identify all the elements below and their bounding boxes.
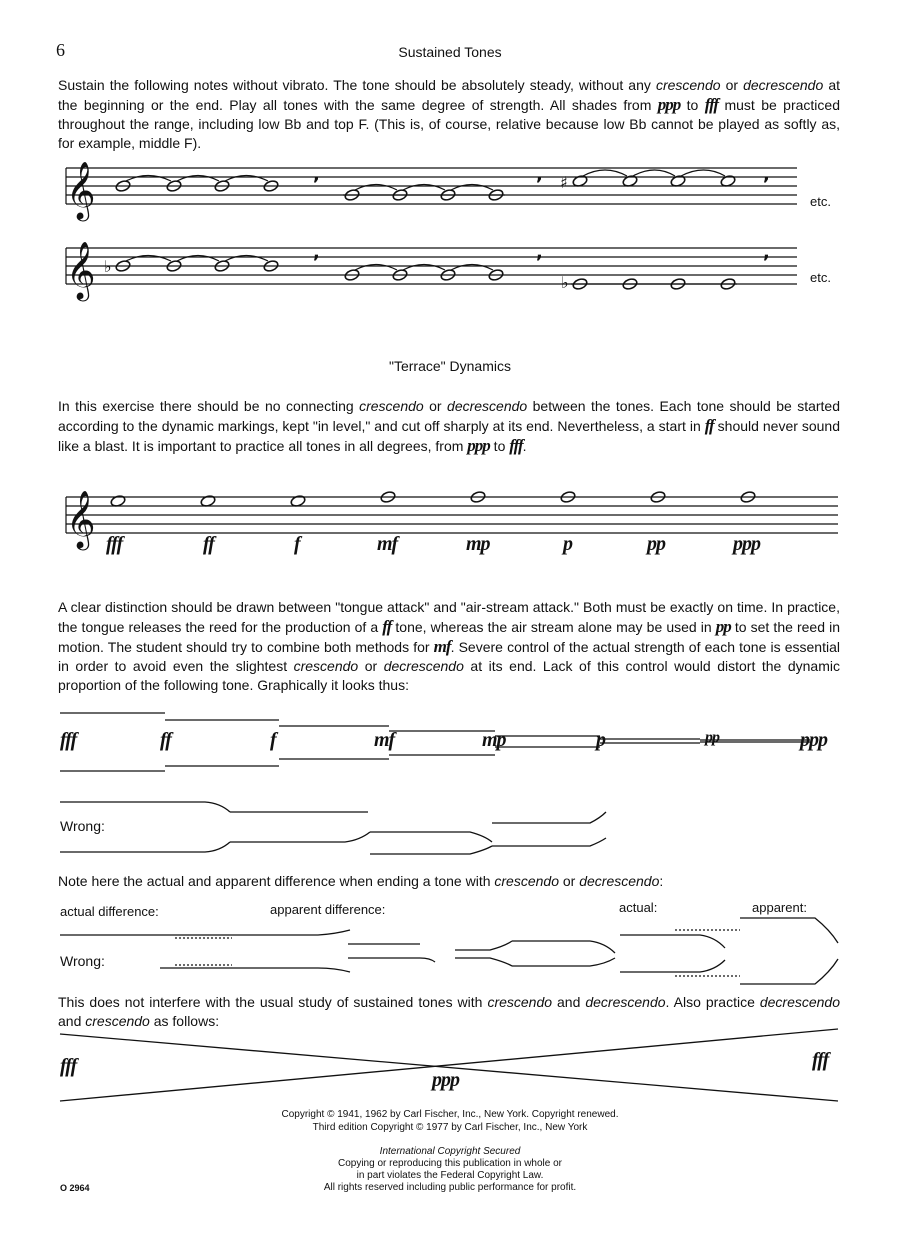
breath-mark-icon: , <box>313 242 320 263</box>
graph-dynamic: p <box>596 729 605 751</box>
wrong-label-2: Wrong: <box>60 953 105 969</box>
wrong-label: Wrong: <box>60 818 105 834</box>
cross-center-dynamic: ppp <box>432 1069 459 1091</box>
catalog-code: O 2964 <box>60 1183 90 1193</box>
actual-difference-label: actual difference: <box>60 904 159 919</box>
paragraph-actual-apparent: Note here the actual and apparent difference when ending a tone with crescendo or decrescendo: <box>58 873 664 889</box>
paragraph-sustained-tones: Sustain the following notes without vibrato. The tone should be absolutely steady, without any crescendo or decrescendo at the beginning or the end. Play all tones with the same degree of strength. All shades from ppp to fff must be practiced throughout the range, including low Bb and top F. (This is, of course, relative because low Bb cannot be played as softly as, for example, middle F). <box>58 77 840 151</box>
flat-icon: ♭ <box>104 257 112 276</box>
copyright-line-6: All rights reserved including public performance for profit. <box>323 1182 577 1193</box>
graph-dynamic: pp <box>705 729 719 746</box>
graph-dynamic: f <box>270 729 276 751</box>
dynamic-marking: fff <box>106 533 123 555</box>
section-title-sustained-tones: Sustained Tones <box>398 44 502 60</box>
staff-2-notes <box>115 256 737 291</box>
dynamic-marking: f <box>294 533 300 555</box>
breath-mark-icon: , <box>763 164 770 185</box>
copyright-line-2: Third edition Copyright © 1977 by Carl Fischer, Inc., New York <box>312 1122 588 1133</box>
breath-mark-icon: , <box>536 242 543 263</box>
cross-right-dynamic: fff <box>812 1049 829 1071</box>
paragraph-terrace-dynamics: In this exercise there should be no connecting crescendo or decrescendo between the tones. Each tone should be started according to the dynamic markings, kept "in level," and cut off sharply at its end. Nevertheless, a start in ff should never sound like a blast. It is important to practice all tones in all degrees, from ppp to fff. <box>58 398 840 455</box>
section-title-terrace-dynamics: "Terrace" Dynamics <box>389 358 511 374</box>
graph-dynamic: mf <box>374 729 395 751</box>
apparent-difference-label: apparent difference: <box>270 902 386 917</box>
cross-left-dynamic: fff <box>60 1055 77 1077</box>
dynamic-marking: p <box>563 533 572 555</box>
etc-label-1: etc. <box>810 194 831 209</box>
staff-3 <box>66 497 838 533</box>
paragraph-attack: A clear distinction should be drawn between "tongue attack" and "air-stream attack." Both must be exactly on time. In practice, the tongue releases the reed for the production of a ff tone, whereas the air stream alone may be used in pp to set the reed in motion. The student should try to combine both methods for mf. Severe control of the actual strength of each tone is essential in order to avoid even the slightest crescendo or decrescendo at its end. Lack of this control would distort the dynamic proportion of the following tone. Graphically it looks thus: <box>58 599 840 693</box>
copyright-line-3: International Copyright Secured <box>379 1146 521 1157</box>
treble-clef-icon: 𝄞 <box>66 490 96 548</box>
graph-dynamic: ppp <box>800 729 827 751</box>
page-number: 6 <box>56 40 65 60</box>
dynamic-marking: ff <box>203 533 214 555</box>
graph-dynamic: ff <box>160 729 171 751</box>
dynamic-marking: mf <box>377 533 398 555</box>
etc-label-2: etc. <box>810 270 831 285</box>
dynamic-marking: pp <box>647 533 665 555</box>
staff-2 <box>66 248 797 284</box>
breath-mark-icon: , <box>536 164 543 185</box>
paragraph-cresc-decresc: This does not interfere with the usual study of sustained tones with crescendo and decrescendo. Also practice decrescendo and crescendo as follows: <box>58 994 841 1029</box>
flat-icon: ♭ <box>561 273 569 292</box>
staff-3-notes <box>110 490 756 507</box>
actual-label: actual: <box>619 900 658 915</box>
copyright-line-1: Copyright © 1941, 1962 by Carl Fischer, Inc., New York. Copyright renewed. <box>281 1109 619 1120</box>
breath-mark-icon: , <box>763 242 770 263</box>
dynamic-marking: mp <box>466 533 490 555</box>
sharp-icon: ♯ <box>560 173 568 192</box>
copyright-line-5: in part violates the Federal Copyright Law. <box>356 1170 544 1181</box>
apparent-label: apparent: <box>752 900 807 915</box>
graph-dynamic: fff <box>60 729 77 751</box>
breath-mark-icon: , <box>313 164 320 185</box>
treble-clef-icon: 𝄞 <box>66 241 96 299</box>
terrace-graph <box>58 713 841 1101</box>
dynamic-marking: ppp <box>733 533 760 555</box>
treble-clef-icon: 𝄞 <box>66 161 96 219</box>
graph-dynamic: mp <box>482 729 506 751</box>
copyright-line-4: Copying or reproducing this publication in whole or <box>337 1158 563 1169</box>
